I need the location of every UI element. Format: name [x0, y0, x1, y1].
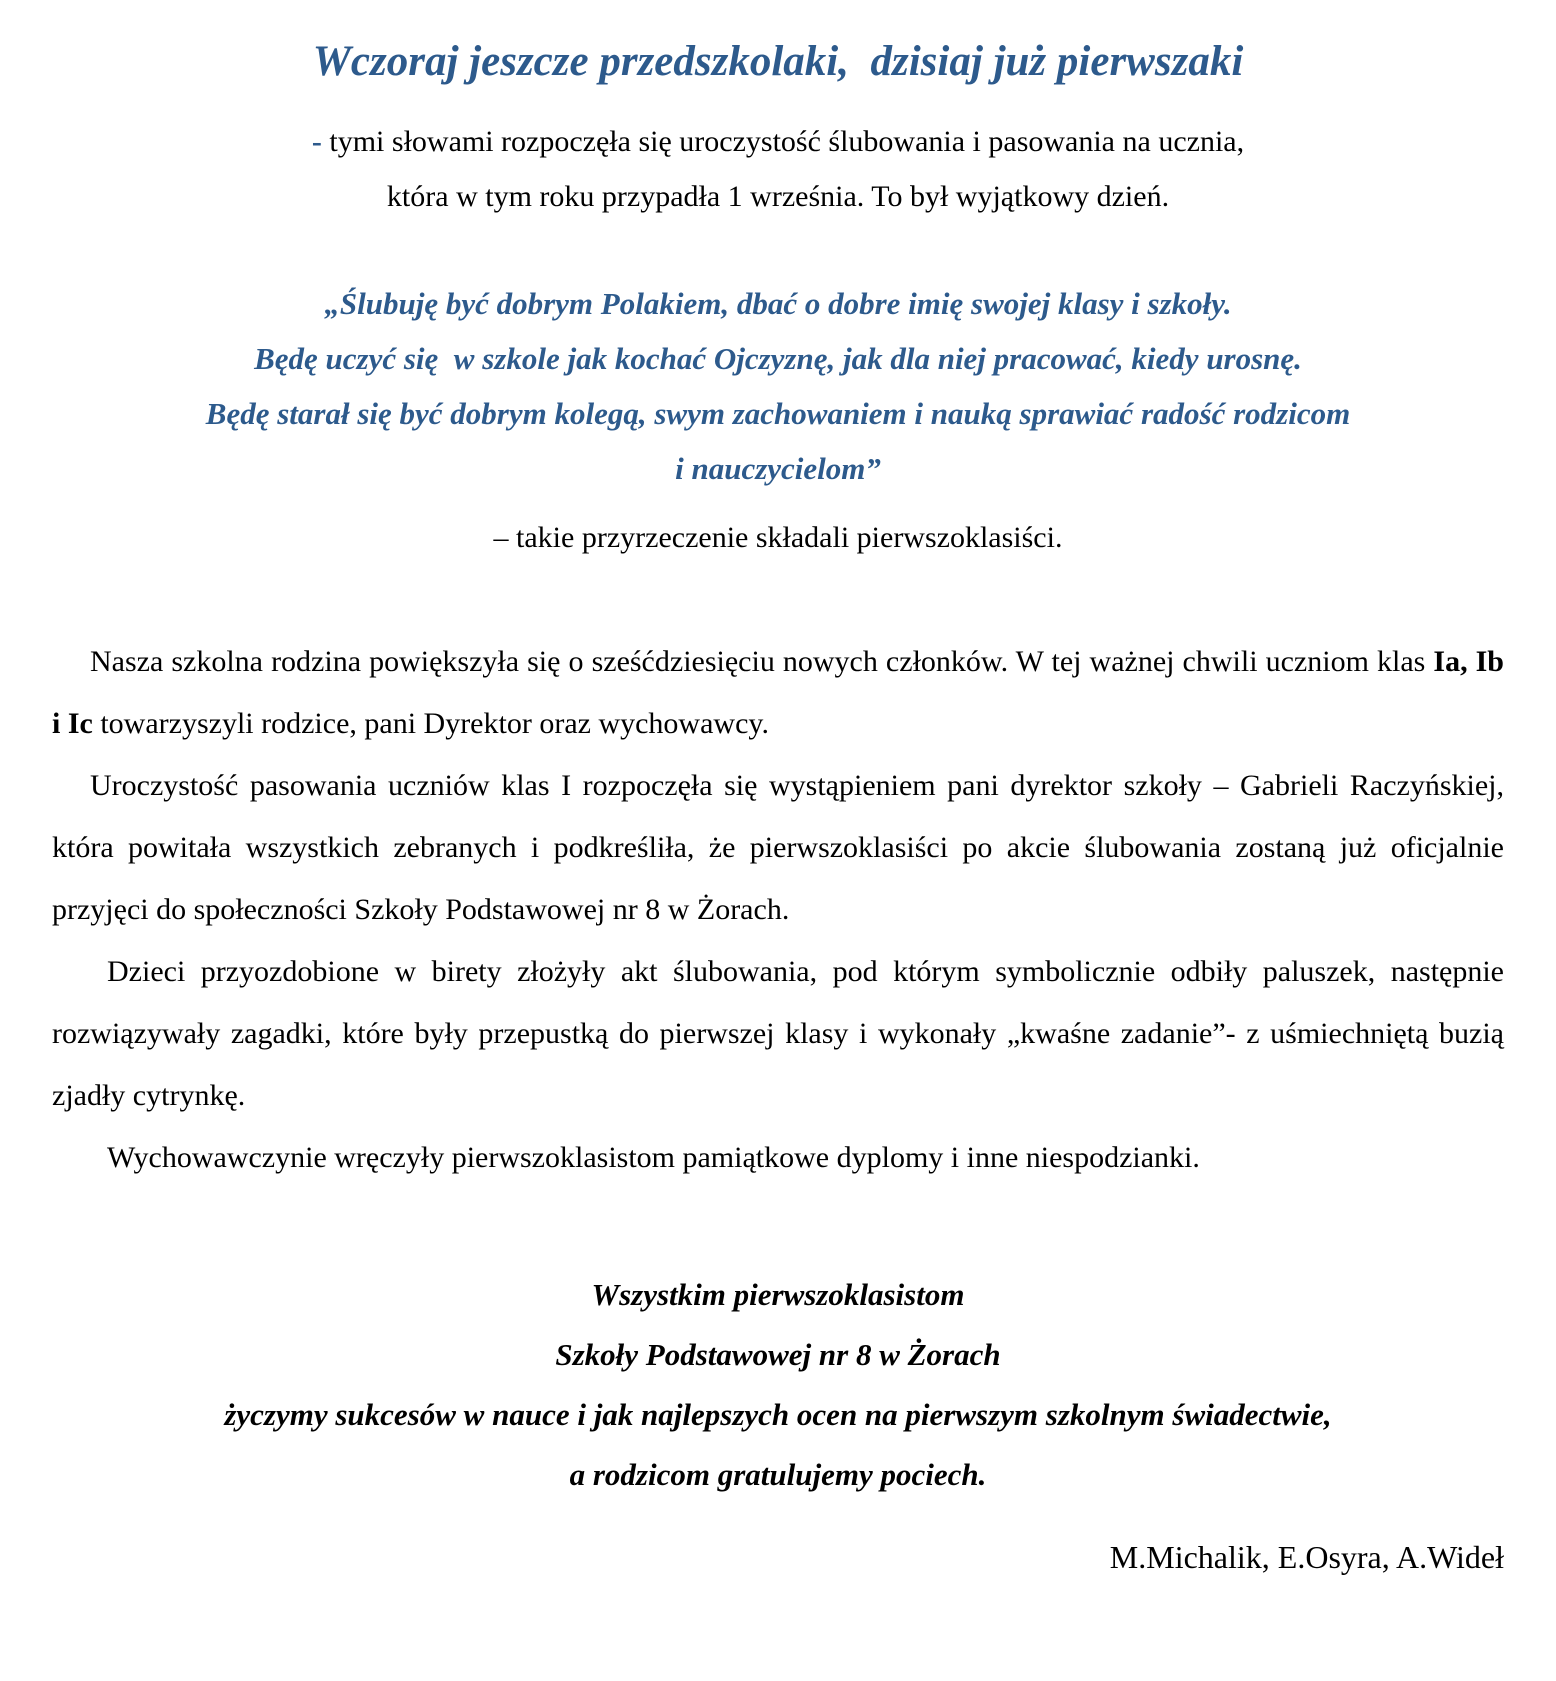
- intro-line-1: [52, 114, 1504, 169]
- closing-line-2: Szkoły Podstawowej nr 8 w Żorach: [555, 1337, 1001, 1372]
- paragraph-4: Wychowawczynie wręczyły pierwszoklasistom pamiątkowe dyplomy i inne niespodzianki.: [107, 1141, 1200, 1174]
- oath-line-1: „Ślubuję być dobrym Polakiem, dbać o dobre imię swojej klasy i szkoły.: [324, 286, 1232, 321]
- intro-line-1-body: tymi słowami rozpoczęła się uroczystość ślubowania i pasowania na ucznia,: [329, 125, 1245, 158]
- paragraph-1-post: towarzyszyli rodzice, pani Dyrektor oraz wychowawcy.: [92, 707, 769, 740]
- closing-line-3: życzymy sukcesów w nauce i jak najlepszych ocen na pierwszym szkolnym świadectwie,: [224, 1397, 1332, 1432]
- paragraph-1-pre: Nasza szkolna rodzina powiększyła się o sześćdziesięciu nowych członków. W tej ważnej chwili uczniom klas: [90, 645, 1434, 678]
- oath-line-3: Będę starał się być dobrym kolegą, swym zachowaniem i nauką sprawiać radość rodzicom: [205, 396, 1351, 431]
- intro-dash: -: [311, 125, 322, 158]
- oath-line-2: Będę uczyć się w szkole jak kochać Ojczyznę, jak dla niej pracować, kiedy urosnę.: [254, 341, 1302, 376]
- oath-conclusion: – takie przyrzeczenie składali pierwszoklasiści.: [493, 521, 1063, 554]
- paragraph-2: Uroczystość pasowania uczniów klas I rozpoczęła się wystąpieniem pani dyrektor szkoły – Gabrieli Raczyńskiej, która powitała wszystkich zebranych i podkreśliła, że pierwszoklasiści po akcie ślubowania zostaną już oficjalnie przyjęci do społeczności Szkoły Podstawowej nr 8 w Żorach.: [52, 769, 1504, 926]
- intro-line-2: która w tym roku przypadła 1 września. To był wyjątkowy dzień.: [386, 180, 1170, 213]
- closing-wishes-block: [52, 1265, 1504, 1505]
- paragraph-1: [52, 631, 1504, 755]
- closing-line-4: a rodzicom gratulujemy pociech.: [569, 1457, 987, 1492]
- oath-line-4: i nauczycielom”: [675, 451, 881, 486]
- article-body: [52, 631, 1504, 1189]
- intro-block: [52, 114, 1504, 224]
- paragraph-1-classes-bold: Ia, Ib i Ic: [52, 645, 1504, 740]
- paragraph-3: Dzieci przyozdobione w birety złożyły akt ślubowania, pod którym symbolicznie odbiły paluszek, następnie rozwiązywały zagadki, które były przepustką do pierwszej klasy i wykonały „kwaśne zadanie”- z uśmiechniętą buzią zjadły cytrynkę.: [52, 955, 1504, 1112]
- authors-signature: M.Michalik, E.Osyra, A.Wideł: [1109, 1539, 1504, 1575]
- oath-quote-block: [52, 276, 1504, 565]
- closing-line-1: Wszystkim pierwszoklasistom: [591, 1277, 965, 1312]
- page-title: Wczoraj jeszcze przedszkolaki, dzisiaj już pierwszaki: [312, 38, 1244, 85]
